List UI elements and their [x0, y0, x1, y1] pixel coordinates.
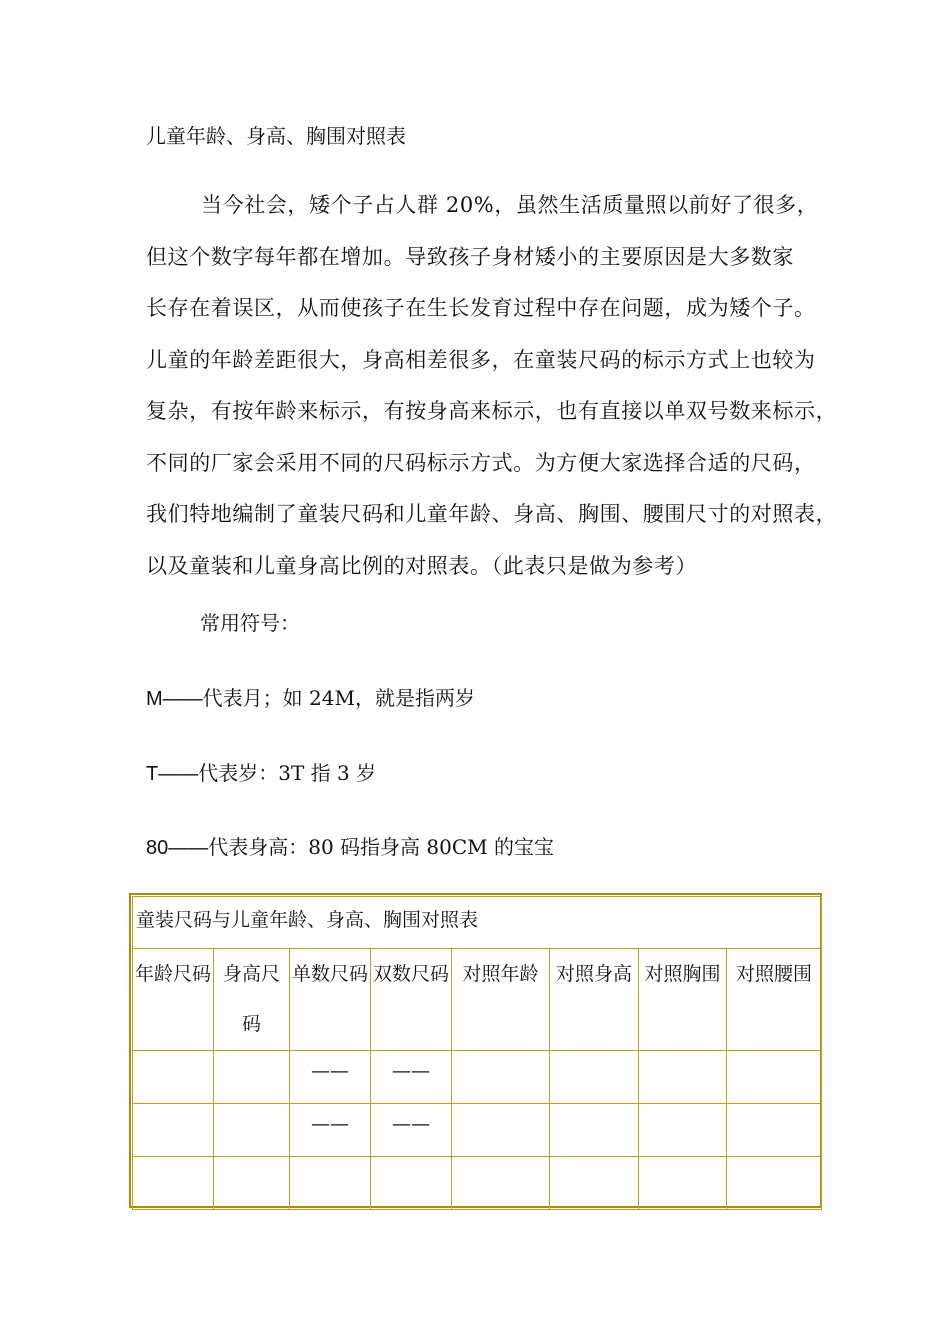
paragraph-line: 我们特地编制了童装尺码和儿童年龄、身高、胸围、腰围尺寸的对照表， — [146, 502, 838, 526]
document-title: 儿童年龄、身高、胸围对照表 — [146, 124, 406, 148]
header-cell: 对照腰围 — [727, 949, 822, 1051]
table-cell — [639, 1051, 727, 1104]
size-table — [132, 896, 822, 1210]
table-row — [133, 1051, 822, 1104]
header-cell: 双数尺码 — [371, 949, 452, 1051]
header-cell: 对照胸围 — [639, 949, 727, 1051]
symbol-text: 代表身高：80 码指身高 80CM 的宝宝 — [208, 835, 555, 859]
symbol-text: 代表月；如 24M，就是指两岁 — [202, 686, 475, 710]
symbols-heading: 常用符号： — [200, 611, 300, 635]
symbol-code: 80—— — [146, 837, 209, 859]
table-cell — [290, 1157, 371, 1210]
paragraph-line: 不同的厂家会采用不同的尺码标示方式。为方便大家选择合适的尺码， — [146, 450, 816, 475]
paragraph-line: 儿童的年龄差距很大，身高相差很多，在童装尺码的标示方式上也较为 — [146, 347, 816, 372]
table-cell — [452, 1051, 550, 1104]
table-row — [133, 1104, 822, 1157]
table-cell: —— — [290, 1104, 371, 1157]
paragraph-line: 当今社会，矮个子占人群 20%，虽然生活质量照以前好了很多， — [201, 193, 819, 217]
paragraph-line: 以及童装和儿童身高比例的对照表。（此表只是做为参考） — [146, 553, 698, 578]
table-cell — [550, 1051, 639, 1104]
symbol-text: 代表岁：3T 指 3 岁 — [198, 761, 377, 785]
paragraph-line: 长存在着误区，从而使孩子在生长发育过程中存在问题，成为矮个子。 — [146, 296, 816, 320]
symbol-line-t — [146, 758, 376, 789]
table-cell — [133, 1157, 214, 1210]
table-cell — [371, 1157, 452, 1210]
table-cell — [727, 1104, 822, 1157]
table-cell — [727, 1157, 822, 1210]
table-cell — [452, 1157, 550, 1210]
header-cell: 对照年龄 — [452, 949, 550, 1051]
table-cell — [550, 1104, 639, 1157]
table-cell: —— — [371, 1051, 452, 1104]
table-cell: —— — [290, 1051, 371, 1104]
intro-paragraph — [146, 186, 838, 598]
table-cell — [214, 1157, 290, 1210]
table-cell — [214, 1104, 290, 1157]
table-cell — [639, 1104, 727, 1157]
table-cell — [133, 1104, 214, 1157]
header-cell: 对照身高 — [550, 949, 639, 1051]
header-cell: 身高尺码 — [214, 949, 290, 1051]
paragraph-line: 复杂，有按年龄来标示，有按身高来标示，也有直接以单双号数来标示， — [146, 399, 838, 423]
size-table-frame — [129, 893, 822, 1208]
symbol-line-80 — [146, 832, 554, 863]
table-cell — [133, 1051, 214, 1104]
table-row — [133, 1157, 822, 1210]
symbol-code: T—— — [146, 763, 199, 785]
table-cell — [639, 1157, 727, 1210]
header-cell: 单数尺码 — [290, 949, 371, 1051]
table-cell: —— — [371, 1104, 452, 1157]
table-cell — [214, 1051, 290, 1104]
table-cell — [727, 1051, 822, 1104]
table-header-row — [133, 949, 822, 1051]
header-cell: 年龄尺码 — [133, 949, 214, 1051]
table-cell — [550, 1157, 639, 1210]
symbol-line-m — [146, 683, 475, 714]
symbol-code: M—— — [146, 688, 203, 710]
table-caption: 童装尺码与儿童年龄、身高、胸围对照表 — [133, 897, 822, 949]
table-cell — [452, 1104, 550, 1157]
paragraph-line: 但这个数字每年都在增加。导致孩子身材矮小的主要原因是大多数家 — [146, 244, 794, 269]
